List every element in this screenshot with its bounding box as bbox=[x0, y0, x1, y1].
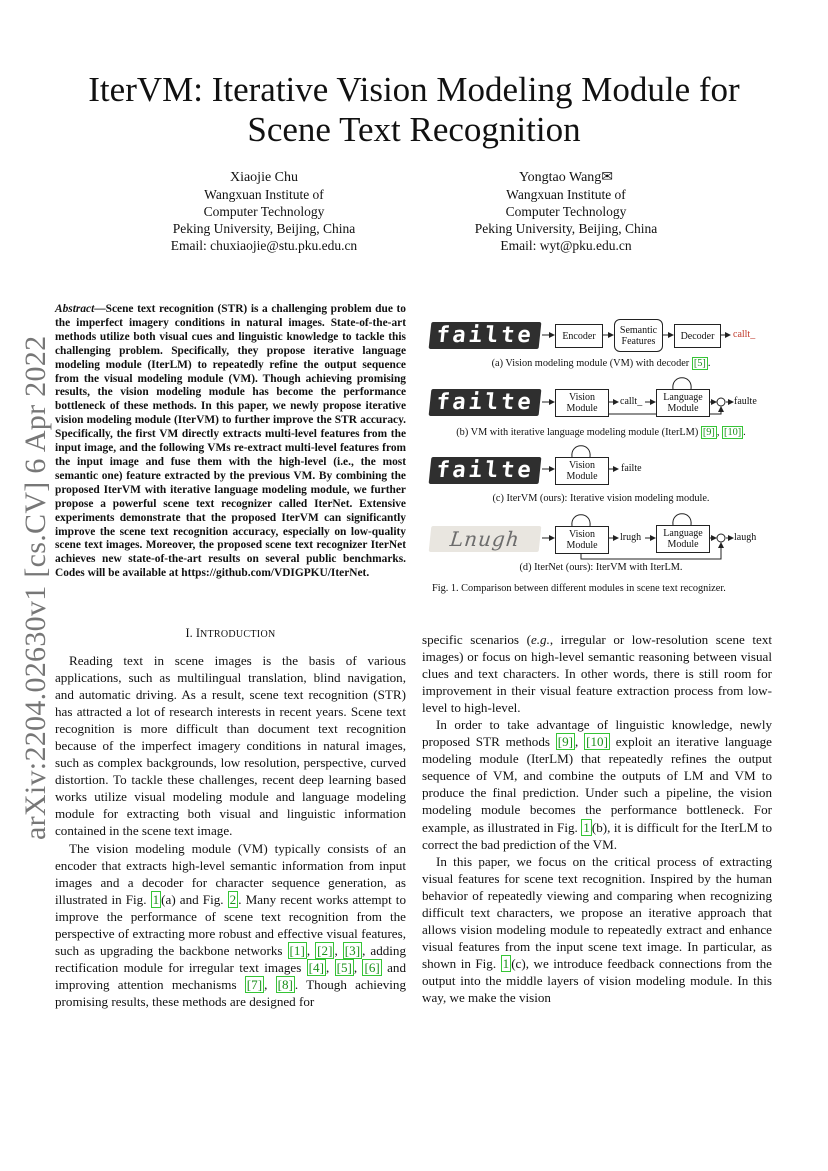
figure-caption: Fig. 1. Comparison between different modules in scene text recognizer. bbox=[432, 583, 726, 594]
vision-module-box: Vision Module bbox=[555, 457, 609, 485]
right-column-body bbox=[422, 631, 772, 1006]
citation-link[interactable]: [3] bbox=[344, 942, 361, 958]
figure-reference-link[interactable]: 1 bbox=[583, 819, 590, 835]
author-email: Email: chuxiaojie@stu.pku.edu.cn bbox=[170, 238, 358, 253]
citation-link[interactable]: [5] bbox=[336, 959, 352, 975]
citation-link[interactable]: [9] bbox=[702, 427, 715, 438]
paragraph: In order to take advantage of linguistic knowledge, newly proposed STR methods [9] , [10] exploit an iterative language modeling module (IterLM) that repeatedly refines the output sequence of VM, and combine the outputs of LM and VM to produce the final prediction. Under such a pipeline, the vision modeling module becomes the performance bottleneck. For example, as illustrated in Fig. 1 (b), it is difficult for the IterLM to correct the bad prediction of the VM. bbox=[422, 717, 773, 852]
title-line-1: IterVM: Iterative Vision Modeling Module for bbox=[88, 70, 740, 109]
citation-link[interactable]: [2] bbox=[317, 942, 333, 958]
semantic-features-box: Semantic Features bbox=[614, 319, 663, 352]
citation-link[interactable]: [4] bbox=[308, 959, 324, 975]
decoder-box: Decoder bbox=[674, 324, 721, 348]
author-name: Xiaojie Chu bbox=[229, 170, 299, 185]
subfigure-caption-b: (b) VM with iterative language modeling module (IterLM) [9] , [10] . bbox=[456, 427, 746, 438]
left-column-body bbox=[55, 652, 406, 1010]
output-text: failte bbox=[621, 463, 642, 474]
author-name: Yongtao Wang✉ bbox=[518, 170, 614, 185]
author-affiliation: Peking University, Beijing, China bbox=[172, 221, 356, 236]
author-affiliation: Wangxuan Institute of bbox=[506, 187, 626, 202]
output-text: laugh bbox=[734, 532, 757, 543]
abstract-text: —Scene text recognition (STR) is a challenging problem due to the imperfect imagery conditions in natural images. State-of-the-art methods utilize both visual cues and linguistic knowledge to tackle this challenging problem. Specifically, they propose iterative language modeling module (IterLM) to repeatedly refine the output sequence from the visual modeling module (VM). Though achieving promising results, the vision modeling module has become the performance bottleneck of these methods. In this paper, we newly propose iterative vision modeling module (IterVM) to further improve the STR accuracy. Specifically, the first VM directly extracts multi-level features from the input image, and the following VMs re-extract multi-level features from the input image and fuse them with the high-level (i.e., the most semantic one) feature extracted by the previous VM. By combining the proposed IterVM with iterative language modeling module, we further propose a powerful scene text recognizer called IterNet. Extensive experiments demonstrate that the proposed IterVM can significantly improve the scene text recognition accuracy, especially on low-quality scene text images. Moreover, the proposed scene text recognizer IterNet achieves new state-of-the-art results on several public benchmarks. Codes will be available at https://github.com/VDIGPKU/IterNet. bbox=[55, 303, 406, 580]
language-module-box: Language Module bbox=[656, 389, 710, 417]
language-module-box: Language Module bbox=[656, 525, 710, 553]
citation-link[interactable]: [1] bbox=[289, 942, 305, 958]
vision-module-box: Vision Module bbox=[555, 526, 609, 554]
subfigure-caption-c: (c) IterVM (ours): Iterative vision modeling module. bbox=[492, 493, 710, 504]
author-block-1 bbox=[124, 169, 404, 254]
paragraph: Reading text in scene images is the basis of various applications, such as multilingual translation, blind navigation, and automatic driving. As a result, scene text recognition (STR) has attracted a lot of research interests in recent years. Scene text recognition is more difficult than document text recognition because of the imperfect imagery conditions in natural images, such as complex backgrounds, low resolution, perspective, curved distortion. To tackle these challenges, recent deep learning based works utilize visual modeling module and language modeling module for extracting both visual and linguistic information contained in the scene text image. bbox=[55, 653, 406, 839]
output-text: callt_ bbox=[733, 329, 756, 340]
author-affiliation: Peking University, Beijing, China bbox=[474, 221, 658, 236]
citation-link[interactable]: [7] bbox=[246, 976, 263, 992]
author-affiliation: Computer Technology bbox=[505, 204, 627, 219]
citation-link[interactable]: [9] bbox=[557, 734, 574, 750]
figure-reference-link[interactable]: 2 bbox=[229, 891, 237, 907]
title-line-2: Scene Text Recognition bbox=[247, 110, 581, 149]
author-affiliation: Wangxuan Institute of bbox=[204, 187, 324, 202]
author-block-2 bbox=[426, 169, 706, 254]
encoder-box: Encoder bbox=[555, 324, 603, 348]
citation-link[interactable]: [10] bbox=[724, 427, 742, 438]
paragraph: In this paper, we focus on the critical process of extracting visual features for scene text recognition. Inspired by the human behavior of repeatedly viewing and comparing when recognizing difficult text characters, we propose an iterative approach that allows vision modeling module to repeatedly extract and enhance visual features from the input scene text image. In particular, as shown in Fig. 1 (c), we introduce feedback connections from the output into the middle layers of vision modeling module. In this way, we make the vision bbox=[422, 853, 772, 1005]
output-text: faulte bbox=[734, 396, 757, 407]
figure-reference-link[interactable]: 1 bbox=[502, 955, 510, 971]
vision-module-box: Vision Module bbox=[555, 389, 609, 417]
scene-text-image: failte bbox=[429, 322, 542, 349]
arxiv-stamp: arXiv:2204.02630v1 [cs.CV] 6 Apr 2022 bbox=[19, 335, 52, 840]
section-heading: I. INTRODUCTION bbox=[185, 626, 276, 640]
paragraph: specific scenarios (e.g., irregular or low-resolution scene text images) or focus on high-level semantic reasoning between visual clues and text characters. In other words, there is still room for improvement in their visual feature extraction process from low-level to high-level. bbox=[422, 632, 773, 716]
figure-reference-link[interactable]: 1 bbox=[152, 891, 160, 907]
paper-title bbox=[0, 70, 828, 150]
scene-text-image: failte bbox=[429, 457, 542, 484]
intermediate-output-text: lrugh bbox=[620, 532, 642, 543]
subfigure-caption-d: (d) IterNet (ours): IterVM with IterLM. bbox=[519, 562, 683, 573]
scene-text-image: failte bbox=[429, 389, 542, 416]
citation-link[interactable]: [6] bbox=[364, 959, 380, 975]
citation-link[interactable]: [5] bbox=[693, 358, 706, 369]
abstract bbox=[55, 303, 406, 581]
citation-link[interactable]: [8] bbox=[277, 976, 293, 992]
citation-link[interactable]: [10] bbox=[586, 734, 608, 750]
abstract-label: Abstract bbox=[55, 303, 95, 315]
subfigure-caption-a: (a) Vision modeling module (VM) with decoder [5] . bbox=[491, 358, 711, 369]
author-email: Email: wyt@pku.edu.cn bbox=[500, 238, 632, 253]
intermediate-output-text: callt_ bbox=[620, 396, 643, 407]
figure-1 bbox=[428, 314, 774, 604]
author-affiliation: Computer Technology bbox=[203, 204, 325, 219]
scene-text-image: Lnugh bbox=[429, 526, 542, 552]
paragraph: The vision modeling module (VM) typically consists of an encoder that extracts high-level semantic information from input images and a decoder for character sequence generation, as illustrated in Fig. 1 (a) and Fig. 2 . Many recent works attempt to improve the performance of scene text recognition from the perspective of extracting more robust and effective visual features, such as upgrading the backbone networks [1] , [2] , [3] , adding rectification module for irregular text images [4] , [5] , [6] and improving attention mechanisms [7] , [8] . Though achieving promising results, these methods are designed for bbox=[55, 840, 407, 1009]
